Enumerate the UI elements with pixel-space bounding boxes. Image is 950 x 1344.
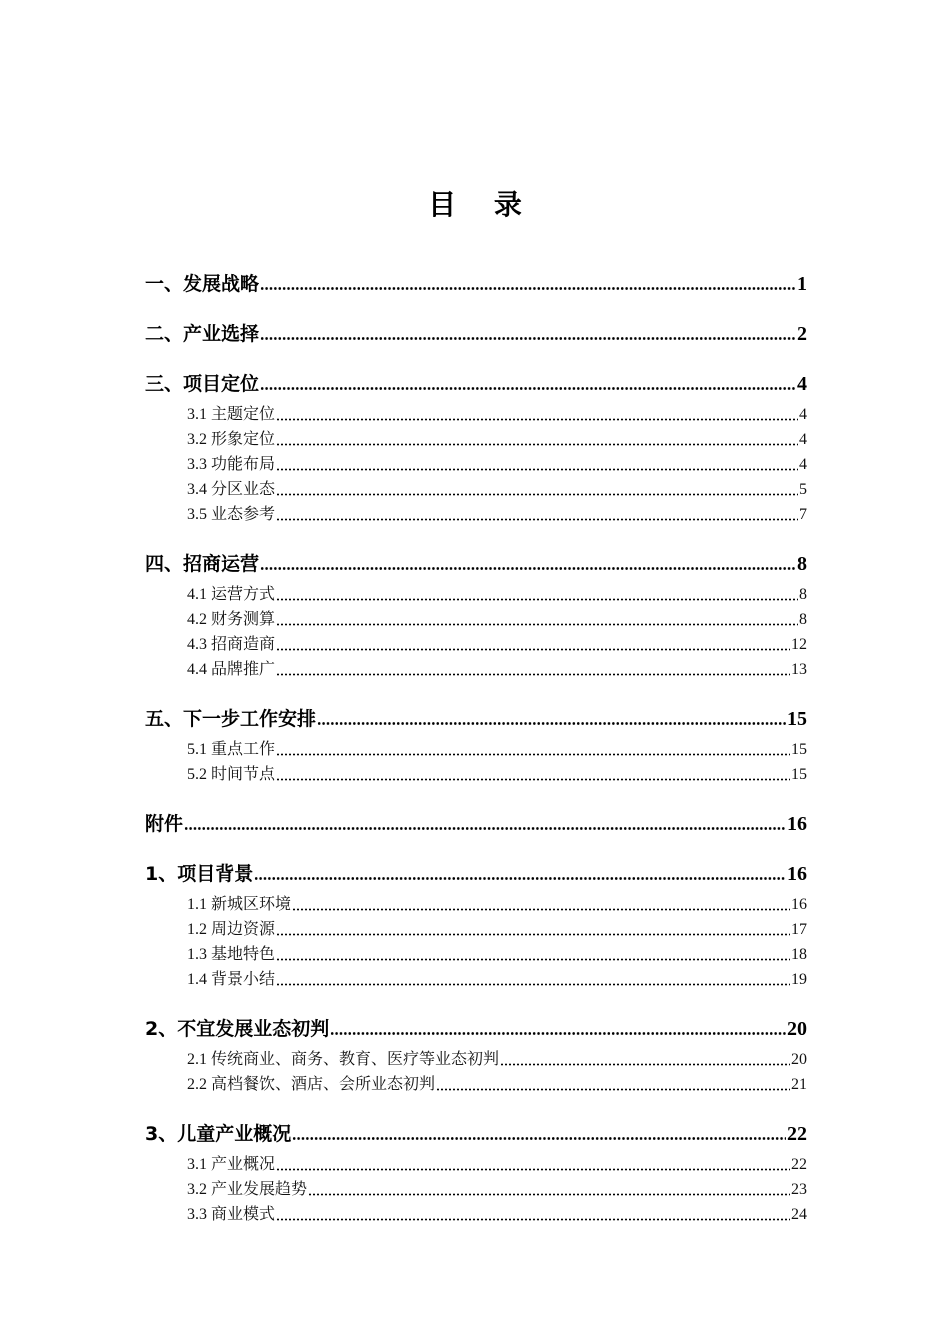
dot-leader bbox=[276, 620, 798, 626]
toc-page-number: 4 bbox=[799, 456, 807, 473]
toc-entry-level-2[interactable] bbox=[145, 737, 807, 762]
toc-subentry-label: 3.1 产业概况 bbox=[187, 1156, 276, 1173]
toc-page-number: 16 bbox=[787, 863, 807, 885]
dot-leader bbox=[276, 465, 798, 471]
toc-page-number: 21 bbox=[791, 1076, 807, 1093]
toc-page-number: 7 bbox=[799, 506, 807, 523]
toc-entry-level-2[interactable] bbox=[145, 1202, 807, 1227]
toc-page-number: 19 bbox=[791, 971, 807, 988]
toc-entry-level-1[interactable] bbox=[145, 322, 807, 347]
toc-entry-level-2[interactable] bbox=[145, 582, 807, 607]
toc-subentry-label: 2.1 传统商业、商务、教育、医疗等业态初判 bbox=[187, 1051, 500, 1068]
toc-entry-level-1[interactable] bbox=[145, 812, 807, 837]
toc-page-number: 18 bbox=[791, 946, 807, 963]
toc-entry-level-2[interactable] bbox=[145, 1047, 807, 1072]
toc-subentry-label: 3.3 功能布局 bbox=[187, 456, 276, 473]
toc-title: 目 录 bbox=[428, 188, 536, 221]
table-of-contents bbox=[145, 264, 807, 1227]
toc-page-number: 16 bbox=[791, 896, 807, 913]
toc-entry-level-1[interactable] bbox=[145, 272, 807, 297]
dot-leader bbox=[276, 775, 790, 781]
dot-leader bbox=[276, 750, 790, 756]
toc-entry-level-2[interactable] bbox=[145, 1177, 807, 1202]
toc-page-number: 5 bbox=[799, 481, 807, 498]
dot-leader bbox=[292, 1134, 786, 1140]
toc-entry-level-2[interactable] bbox=[145, 502, 807, 527]
toc-entry-level-2[interactable] bbox=[145, 1152, 807, 1177]
toc-entry-level-2[interactable] bbox=[145, 452, 807, 477]
toc-subentry-label: 3.5 业态参考 bbox=[187, 506, 276, 523]
toc-entry-label: 3、儿童产业概况 bbox=[145, 1123, 292, 1145]
toc-entry-level-2[interactable] bbox=[145, 892, 807, 917]
toc-page-number: 4 bbox=[797, 373, 807, 395]
toc-entry-level-1[interactable] bbox=[145, 1017, 807, 1042]
toc-entry-level-2[interactable] bbox=[145, 762, 807, 787]
dot-leader bbox=[260, 334, 796, 340]
toc-subentry-label: 4.2 财务测算 bbox=[187, 611, 276, 628]
toc-entry-level-2[interactable] bbox=[145, 942, 807, 967]
toc-page-number: 8 bbox=[799, 611, 807, 628]
toc-subentry-label: 3.1 主题定位 bbox=[187, 406, 276, 423]
toc-subentry-label: 3.2 形象定位 bbox=[187, 431, 276, 448]
toc-entry-label: 三、项目定位 bbox=[145, 373, 260, 395]
dot-leader bbox=[276, 1215, 790, 1221]
toc-entry-label: 五、下一步工作安排 bbox=[145, 708, 317, 730]
toc-page-number: 12 bbox=[791, 636, 807, 653]
dot-leader bbox=[254, 874, 786, 880]
toc-page-number: 20 bbox=[791, 1051, 807, 1068]
toc-page-number: 4 bbox=[799, 431, 807, 448]
toc-page-number: 8 bbox=[797, 553, 807, 575]
dot-leader bbox=[276, 595, 798, 601]
toc-entry-level-2[interactable] bbox=[145, 917, 807, 942]
toc-entry-level-2[interactable] bbox=[145, 632, 807, 657]
toc-subentry-label: 4.4 品牌推广 bbox=[187, 661, 276, 678]
toc-entry-label: 2、不宜发展业态初判 bbox=[145, 1018, 330, 1040]
toc-page-number: 16 bbox=[787, 813, 807, 835]
toc-entry-level-2[interactable] bbox=[145, 402, 807, 427]
dot-leader bbox=[276, 955, 790, 961]
toc-subentry-label: 4.3 招商造商 bbox=[187, 636, 276, 653]
toc-entry-level-1[interactable] bbox=[145, 707, 807, 732]
toc-entry-level-2[interactable] bbox=[145, 427, 807, 452]
dot-leader bbox=[308, 1190, 790, 1196]
toc-page-number: 8 bbox=[799, 586, 807, 603]
toc-entry-level-1[interactable] bbox=[145, 552, 807, 577]
toc-page-number: 15 bbox=[791, 741, 807, 758]
dot-leader bbox=[184, 824, 786, 830]
toc-page-number: 15 bbox=[787, 708, 807, 730]
toc-page-number: 23 bbox=[791, 1181, 807, 1198]
toc-entry-level-2[interactable] bbox=[145, 967, 807, 992]
dot-leader bbox=[276, 930, 790, 936]
dot-leader bbox=[276, 645, 790, 651]
dot-leader bbox=[276, 490, 798, 496]
toc-subentry-label: 1.1 新城区环境 bbox=[187, 896, 292, 913]
toc-page-number: 1 bbox=[797, 273, 807, 295]
dot-leader bbox=[330, 1029, 786, 1035]
toc-subentry-label: 5.1 重点工作 bbox=[187, 741, 276, 758]
toc-page-number: 15 bbox=[791, 766, 807, 783]
dot-leader bbox=[292, 905, 790, 911]
toc-entry-level-2[interactable] bbox=[145, 607, 807, 632]
toc-subentry-label: 5.2 时间节点 bbox=[187, 766, 276, 783]
dot-leader bbox=[500, 1060, 790, 1066]
toc-page-number: 13 bbox=[791, 661, 807, 678]
toc-entry-label: 一、发展战略 bbox=[145, 273, 260, 295]
toc-entry-label: 二、产业选择 bbox=[145, 323, 260, 345]
toc-entry-level-2[interactable] bbox=[145, 477, 807, 502]
toc-subentry-label: 4.1 运营方式 bbox=[187, 586, 276, 603]
dot-leader bbox=[276, 415, 798, 421]
dot-leader bbox=[276, 670, 790, 676]
dot-leader bbox=[317, 719, 786, 725]
toc-page-number: 22 bbox=[787, 1123, 807, 1145]
toc-subentry-label: 3.2 产业发展趋势 bbox=[187, 1181, 308, 1198]
toc-entry-level-1[interactable] bbox=[145, 372, 807, 397]
toc-subentry-label: 1.3 基地特色 bbox=[187, 946, 276, 963]
dot-leader bbox=[276, 515, 798, 521]
toc-entry-label: 1、项目背景 bbox=[145, 863, 254, 885]
toc-subentry-label: 1.2 周边资源 bbox=[187, 921, 276, 938]
dot-leader bbox=[276, 1165, 790, 1171]
dot-leader bbox=[260, 564, 796, 570]
toc-entry-label: 四、招商运营 bbox=[145, 553, 260, 575]
dot-leader bbox=[276, 440, 798, 446]
toc-page-number: 4 bbox=[799, 406, 807, 423]
toc-page-number: 22 bbox=[791, 1156, 807, 1173]
dot-leader bbox=[276, 980, 790, 986]
toc-subentry-label: 2.2 高档餐饮、酒店、会所业态初判 bbox=[187, 1076, 436, 1093]
toc-page-number: 2 bbox=[797, 323, 807, 345]
toc-entry-level-1[interactable] bbox=[145, 862, 807, 887]
toc-entry-level-1[interactable] bbox=[145, 1122, 807, 1147]
toc-entry-label: 附件 bbox=[145, 813, 184, 835]
dot-leader bbox=[436, 1085, 790, 1091]
toc-subentry-label: 3.4 分区业态 bbox=[187, 481, 276, 498]
toc-subentry-label: 1.4 背景小结 bbox=[187, 971, 276, 988]
toc-entry-level-2[interactable] bbox=[145, 1072, 807, 1097]
toc-subentry-label: 3.3 商业模式 bbox=[187, 1206, 276, 1223]
toc-page-number: 20 bbox=[787, 1018, 807, 1040]
toc-page-number: 24 bbox=[791, 1206, 807, 1223]
toc-entry-level-2[interactable] bbox=[145, 657, 807, 682]
toc-page-number: 17 bbox=[791, 921, 807, 938]
dot-leader bbox=[260, 384, 796, 390]
dot-leader bbox=[260, 284, 796, 290]
